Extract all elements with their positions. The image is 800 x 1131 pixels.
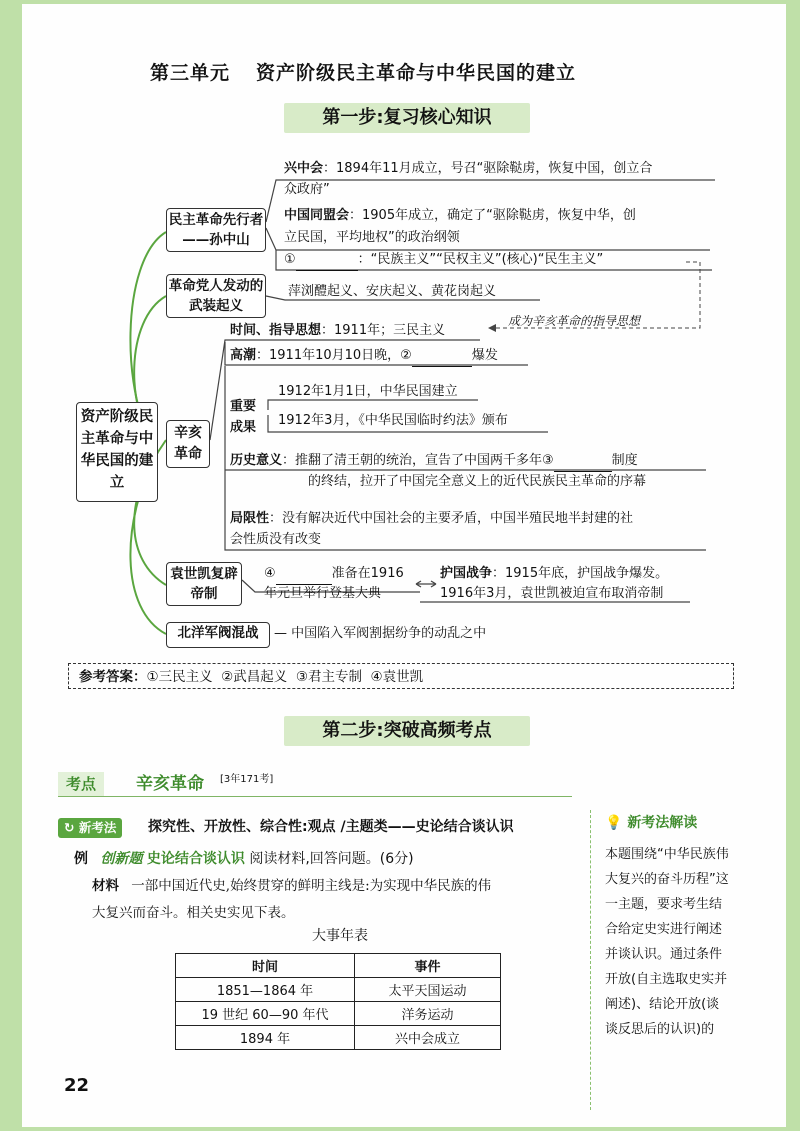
table-row [176, 978, 501, 1002]
step2-banner [284, 716, 530, 746]
national-protection-term: 护国战争 [440, 566, 493, 581]
branch-sun-yatsen-label: 民主革命先行者——孙中山 [168, 212, 264, 248]
table-title: 大事年表 [312, 928, 368, 944]
kaodian-title: 辛亥革命 [136, 774, 204, 794]
national-protection-line2: 1916年3月，袁世凯被迫宣布取消帝制 [440, 586, 664, 601]
step2-title: 第二步:突破高频考点 [322, 720, 492, 741]
root-label: 资产阶级民主革命与中华民国的建立 [80, 409, 154, 491]
result-1: 1912年1月1日，中华民国建立 [278, 384, 458, 399]
material-line1 [92, 872, 491, 900]
climax-text1: ：1911年10月10日晚，② [256, 348, 412, 363]
kaodian-tag: 考点 [58, 772, 104, 796]
branch-xinhai-label: 辛亥革命 [174, 425, 202, 462]
climax-term: 高潮 [230, 348, 257, 363]
national-protection-text1: ：1915年底，护国战争爆发。 [492, 566, 669, 581]
results-term: 重要成果 [230, 399, 257, 435]
material-line2: 大复兴而奋斗。相关史实见下表。 [92, 905, 295, 921]
answer-text: ①三民主义 ②武昌起义 ③君主专制 ④袁世凯 [146, 669, 424, 685]
branch-warlords [166, 622, 270, 648]
unit-number: 第三单元 [150, 62, 231, 84]
blank-1[interactable] [296, 254, 358, 271]
significance-text1a: ：推翻了清王朝的统治，宣告了中国两千多年③ [282, 453, 554, 468]
tongmenghui-line2: 立民国，平均地权”的政治纲领 [284, 230, 460, 245]
time-ideology-term: 时间、指导思想 [230, 323, 322, 338]
events-table [175, 953, 501, 1050]
step1-title: 第一步:复习核心知识 [322, 107, 492, 128]
new-method-tag-label: 新考法 [78, 820, 117, 835]
uprisings-text: 萍浏醴起义、安庆起义、黄花岗起义 [288, 284, 497, 299]
sidebar-heading: 新考法解读 [627, 815, 698, 831]
climax-line [230, 345, 498, 367]
result-2: 1912年3月，《中华民国临时约法》颁布 [278, 413, 508, 428]
climax-text2: 爆发 [471, 348, 498, 363]
unit-name: 资产阶级民主革命与中华民国的建立 [256, 62, 577, 84]
new-method-heading: 探究性、开放性、综合性:观点 /主题类——史论结合谈认识 [148, 819, 514, 835]
limitation-text1: ：没有解决近代中国社会的主要矛盾，中国半殖民地半封建的社 [269, 511, 634, 526]
restoration-text1: 准备在1916 [331, 566, 404, 581]
example-type: 创新题 [100, 851, 143, 867]
limitation-line2: 会性质没有改变 [230, 532, 322, 547]
significance-line2: 的终结，拉开了中国完全意义上的近代民族民主革命的序幕 [308, 474, 647, 489]
table-header-time: 时间 [176, 954, 355, 978]
xingzhonghui-text1: ：1894年11月成立，号召“驱除鞑虏，恢复中国，创立合 [323, 161, 653, 176]
blank-1-num: ① [284, 252, 296, 267]
table-header-row [176, 954, 501, 978]
xingzhonghui-line1 [284, 158, 652, 180]
restoration-line2: 年元旦举行登基大典 [264, 586, 382, 601]
branch-uprisings-label: 革命党人发动的武装起义 [168, 278, 264, 314]
refresh-icon: ↻ [64, 820, 75, 835]
significance-term: 历史意义 [230, 453, 283, 468]
branch-yuan-shikai-label: 袁世凯复辟帝制 [170, 566, 238, 602]
answer-label: 参考答案： [79, 669, 147, 685]
new-method-tag [58, 818, 122, 838]
limitation-line1 [230, 508, 633, 530]
branch-warlords-label: 北洋军阀混战 [177, 625, 259, 641]
kaodian-frequency: [3年171考] [220, 774, 274, 785]
national-protection-line1 [440, 563, 668, 585]
sidebar-heading-row [605, 812, 697, 834]
guiding-ideology-annotation: 成为辛亥革命的指导思想 [508, 314, 641, 328]
xingzhonghui-term: 兴中会 [284, 161, 324, 176]
principles-line [284, 249, 603, 271]
example-text: 阅读材料,回答问题。(6分) [249, 851, 414, 867]
xingzhonghui-line2: 众政府” [284, 182, 330, 197]
example-subtype: 史论结合谈认识 [146, 851, 245, 867]
table-row [176, 1002, 501, 1026]
branch-yuan-shikai [166, 562, 242, 606]
tongmenghui-text1: ：1905年成立，确定了“驱除鞑虏，恢复中华，创 [349, 208, 636, 223]
branch-uprisings [166, 274, 266, 318]
page-number: 22 [64, 1075, 90, 1096]
warlords-text: — 中国陷入军阀割据纷争的动乱之中 [274, 626, 487, 641]
lightbulb-icon: 💡 [605, 815, 623, 831]
branch-sun-yatsen [166, 208, 266, 252]
principles-text: ：“民族主义”“民权主义”(核心)“民生主义” [357, 252, 604, 267]
mindmap-root [76, 402, 158, 502]
table-row [176, 1026, 501, 1050]
blank-2[interactable] [412, 350, 472, 367]
time-ideology-text: ：1911年；三民主义 [321, 323, 446, 338]
example-line [74, 848, 414, 870]
table-cell-time: 19 世纪 60—90 年代 [176, 1002, 355, 1026]
restoration-line1 [264, 563, 404, 585]
table-cell-time: 1894 年 [176, 1026, 355, 1050]
time-ideology-line [230, 320, 445, 342]
blank-4-num: ④ [264, 566, 276, 581]
branch-xinhai [166, 420, 210, 468]
tongmenghui-line1 [284, 205, 636, 227]
table-header-event: 事件 [355, 954, 501, 978]
significance-line1 [230, 450, 638, 472]
limitation-term: 局限性 [230, 511, 270, 526]
answer-box [68, 663, 734, 689]
tongmenghui-term: 中国同盟会 [284, 208, 350, 223]
table-cell-event: 洋务运动 [355, 1002, 501, 1026]
table-cell-event: 太平天国运动 [355, 978, 501, 1002]
material-text1: 一部中国近代史,始终贯穿的鲜明主线是:为实现中华民族的伟 [131, 878, 492, 894]
blank-3[interactable] [554, 455, 612, 472]
table-cell-time: 1851—1864 年 [176, 978, 355, 1002]
table-cell-event: 兴中会成立 [355, 1026, 501, 1050]
material-label: 材料 [92, 878, 119, 894]
significance-text1b: 制度 [611, 453, 638, 468]
example-label: 例 [74, 851, 88, 867]
sidebar-text: 本题围绕“中华民族伟大复兴的奋斗历程”这一主题，要求考生结合给定史实进行阐述并谈认识。通过条件开放(自主选取史实并阐述)、结论开放(谈谈反思后的认识)的 [605, 847, 729, 1037]
